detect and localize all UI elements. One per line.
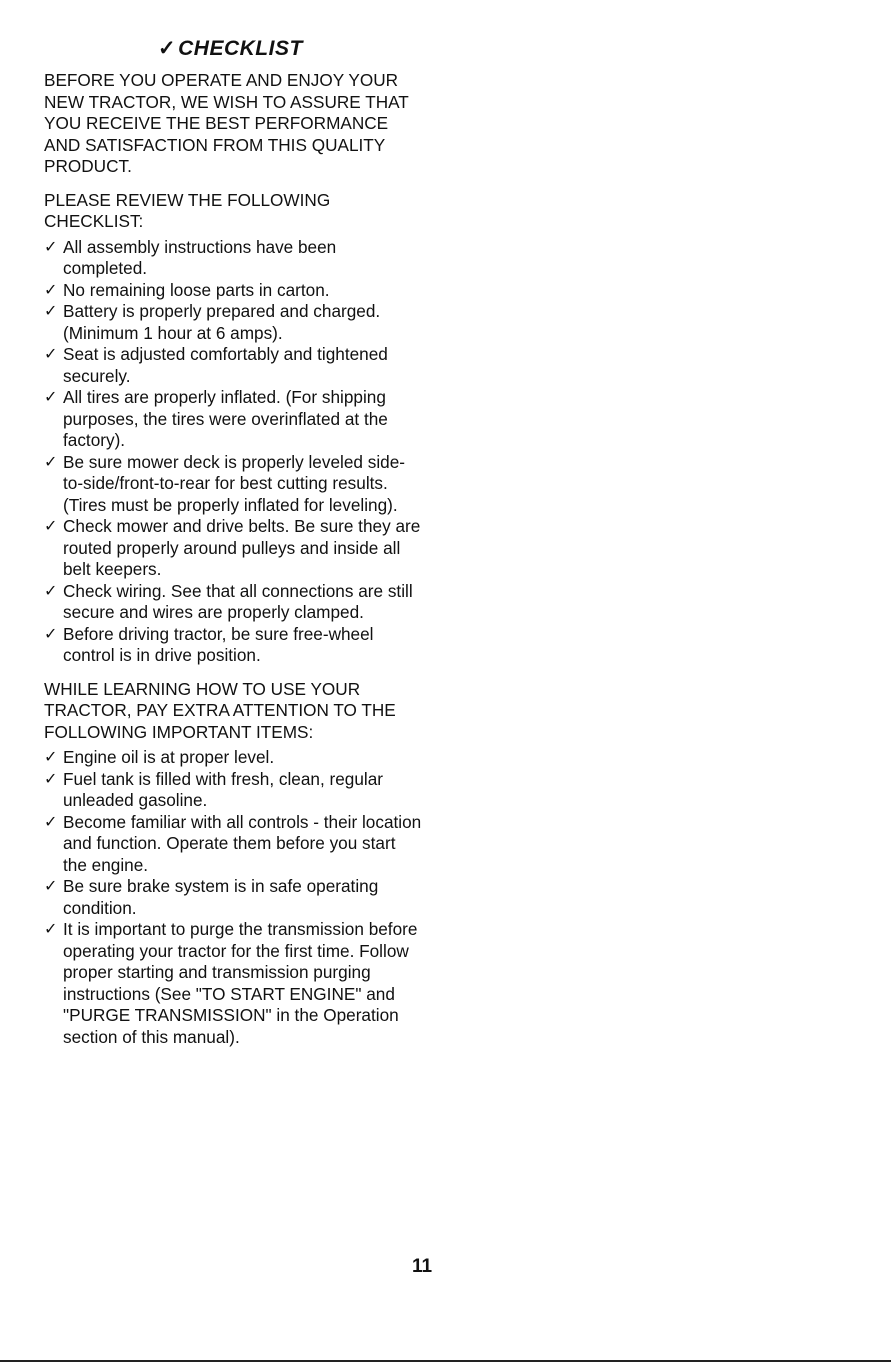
checkmark-icon: ✓ <box>44 453 58 471</box>
checkmark-icon: ✓ <box>158 37 177 60</box>
checklist-item-text: Battery is properly prepared and charged. (Minimum 1 hour at 6 amps). <box>63 301 381 343</box>
content-column <box>44 70 424 1060</box>
checklist-item <box>44 344 424 387</box>
important-item <box>44 919 424 1048</box>
checkmark-icon: ✓ <box>44 281 58 299</box>
checklist-item <box>44 280 424 302</box>
checkmark-icon: ✓ <box>44 921 58 938</box>
important-item-text: Become familiar with all controls - their location and function. Operate them before you start the engine. <box>63 811 422 875</box>
page-number: 11 <box>412 1256 433 1277</box>
checkmark-icon: ✓ <box>44 303 58 320</box>
bottom-divider <box>0 1360 891 1362</box>
important-item-text: It is important to purge the transmission before operating your tractor for the first time. Follow proper starting and transmission purging instructions (See "TO START ENGINE" and "PURGE TRANSMISSION" in the Operation section of this manual). <box>63 919 418 1047</box>
important-item <box>44 747 424 769</box>
important-item-text: Be sure brake system is in safe operating condition. <box>63 876 379 918</box>
checkmark-icon: ✓ <box>44 389 58 406</box>
checklist-item <box>44 624 424 667</box>
review-heading: PLEASE REVIEW THE FOLLOWING CHECKLIST: <box>44 189 331 231</box>
important-item-text: Fuel tank is filled with fresh, clean, regular unleaded gasoline. <box>63 768 384 810</box>
learning-heading: WHILE LEARNING HOW TO USE YOUR TRACTOR, PAY EXTRA ATTENTION TO THE FOLLOWING IMPORTANT ITEMS: <box>44 678 396 742</box>
checkmark-icon: ✓ <box>44 878 58 895</box>
checkmark-icon: ✓ <box>44 518 58 535</box>
checkmark-icon: ✓ <box>44 582 58 600</box>
checklist-item <box>44 387 424 452</box>
checklist-item <box>44 301 424 344</box>
checklist-item <box>44 516 424 581</box>
checklist-item <box>44 452 424 517</box>
checklist-item-text: All assembly instructions have been completed. <box>63 236 337 278</box>
checklist-item-text: No remaining loose parts in carton. <box>63 279 330 300</box>
checkmark-icon: ✓ <box>44 625 58 643</box>
checklist-item-text: All tires are properly inflated. (For shipping purposes, the tires were overinflated at the factory). <box>63 387 388 450</box>
checkmark-icon: ✓ <box>44 749 58 766</box>
checklist-item-text: Check mower and drive belts. Be sure they are routed properly around pulleys and inside all belt keepers. <box>63 516 421 579</box>
important-item <box>44 812 424 877</box>
checklist-item-text: Be sure mower deck is properly leveled side-to-side/front-to-rear for best cutting results. (Tires must be properly inflated for leveling). <box>63 451 405 515</box>
checklist-item-text: Check wiring. See that all connections are still secure and wires are properly clamped. <box>63 580 413 622</box>
checkmark-icon: ✓ <box>44 238 58 256</box>
important-item <box>44 876 424 919</box>
checklist <box>44 237 424 667</box>
checkmark-icon: ✓ <box>44 770 58 788</box>
page-title-text: CHECKLIST <box>178 37 303 60</box>
important-item-text: Engine oil is at proper level. <box>63 747 275 767</box>
checklist-item-text: Before driving tractor, be sure free-wheel control is in drive position. <box>63 623 374 665</box>
checkmark-icon: ✓ <box>44 813 58 831</box>
important-item <box>44 769 424 812</box>
checklist-item <box>44 581 424 624</box>
important-items-list <box>44 747 424 1048</box>
intro-paragraph: BEFORE YOU OPERATE AND ENJOY YOUR NEW TRACTOR, WE WISH TO ASSURE THAT YOU RECEIVE THE BEST PERFORMANCE AND SATISFACTION FROM THIS QUALITY PRODUCT. <box>44 70 409 176</box>
checklist-item-text: Seat is adjusted comfortably and tightened securely. <box>63 344 388 386</box>
page-title <box>158 36 303 61</box>
checkmark-icon: ✓ <box>44 346 58 363</box>
checklist-item <box>44 237 424 280</box>
